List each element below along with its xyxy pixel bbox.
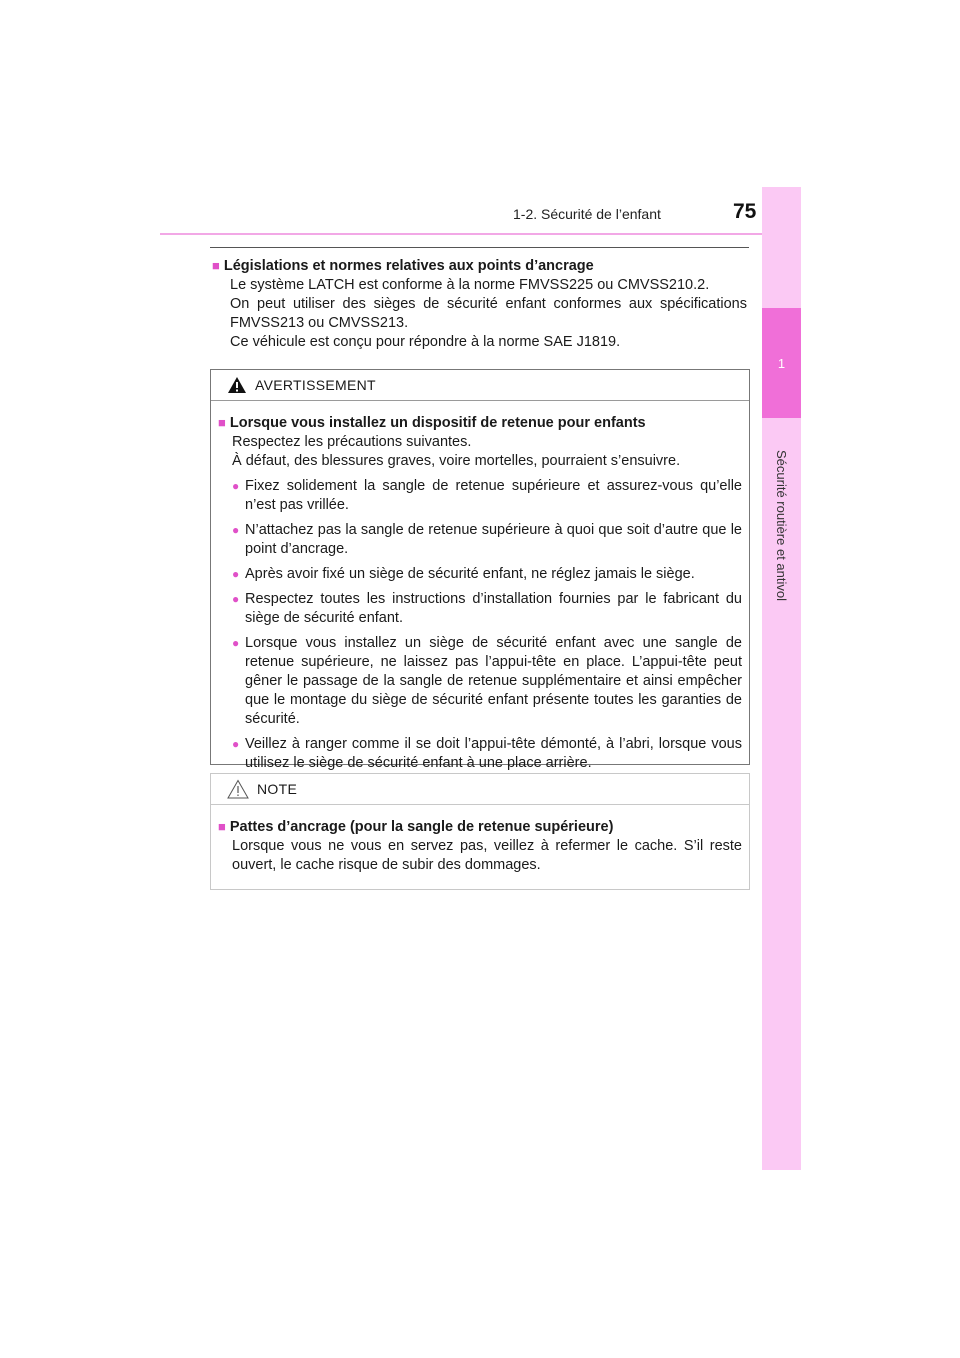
note-title-text: Pattes d’ancrage (pour la sangle de retenue supérieure) <box>229 819 614 835</box>
warning-bullet <box>218 565 742 584</box>
note-box <box>210 773 750 890</box>
page-number: 75 <box>733 200 757 223</box>
warning-header <box>211 370 749 401</box>
warning-bullet <box>218 634 742 729</box>
warning-bullet <box>218 521 742 559</box>
caution-triangle-icon <box>227 779 249 799</box>
header-rule <box>160 233 800 235</box>
warning-bullet-text: N’attachez pas la sangle de retenue supérieure à quoi que soit d’autre que le point d’ancrage. <box>245 522 742 557</box>
warning-triangle-icon <box>227 376 247 394</box>
note-label: NOTE <box>257 781 298 797</box>
section-title-text: Législations et normes relatives aux points d’ancrage <box>223 258 594 274</box>
chapter-title-text: Sécurité routière et antivol <box>774 449 789 601</box>
warning-label: AVERTISSEMENT <box>255 377 376 393</box>
note-text: Lorsque vous ne vous en servez pas, veillez à refermer le cache. S’il reste ouvert, le cache risque de subir des dommages. <box>232 838 742 873</box>
round-bullet-icon: ● <box>232 737 240 751</box>
note-title <box>218 817 742 837</box>
anchor-standards-section <box>212 256 747 352</box>
section-line: Le système LATCH est conforme à la norme FMVSS225 ou CMVSS210.2. <box>230 277 710 293</box>
chapter-title <box>762 420 801 630</box>
warning-bullet-text: Fixez solidement la sangle de retenue supérieure et assurez-vous qu’elle n’est pas vrillée. <box>245 478 742 513</box>
section-top-rule <box>210 247 749 248</box>
warning-intro: Respectez les précautions suivantes. <box>232 434 472 450</box>
warning-box <box>210 369 750 771</box>
warning-intro: À défaut, des blessures graves, voire mortelles, pourraient s’ensuivre. <box>232 453 681 469</box>
note-body <box>211 805 749 875</box>
round-bullet-icon: ● <box>232 523 240 537</box>
round-bullet-icon: ● <box>232 636 240 650</box>
warning-bullet-text: Veillez à ranger comme il se doit l’appui-tête démonté, à l’abri, lorsque vous utilisez le siège de sécurité enfant à une place arrière. <box>245 736 742 771</box>
header-section-title: 1-2. Sécurité de l’enfant <box>513 206 661 222</box>
section-line: Ce véhicule est conçu pour répondre à la norme SAE J1819. <box>230 334 621 350</box>
warning-bullet-text: Respectez toutes les instructions d’installation fournies par le fabricant du siège de sécurité enfant. <box>245 591 742 626</box>
square-bullet-icon: ■ <box>218 415 226 430</box>
round-bullet-icon: ● <box>232 592 240 606</box>
warning-bullet <box>218 477 742 515</box>
note-header <box>211 774 749 805</box>
section-title <box>212 256 747 276</box>
warning-title-text: Lorsque vous installez un dispositif de retenue pour enfants <box>229 415 646 431</box>
warning-title <box>218 413 742 433</box>
warning-bullet <box>218 735 742 773</box>
round-bullet-icon: ● <box>232 479 240 493</box>
round-bullet-icon: ● <box>232 567 240 581</box>
warning-bullet-text: Lorsque vous installez un siège de sécurité enfant avec une sangle de retenue supérieure, ne laissez pas l’appui-tête en place. L’appui-tête peut gêner le passage de la sangle de retenue supplémentaire et ainsi empêcher que le montage du siège de sécurité enfant présente toutes les garanties de sécurité. <box>245 635 742 727</box>
warning-bullet <box>218 590 742 628</box>
warning-bullet-text: Après avoir fixé un siège de sécurité enfant, ne réglez jamais le siège. <box>245 566 695 582</box>
section-line: On peut utiliser des sièges de sécurité enfant conformes aux spécifications FMVSS213 ou CMVSS213. <box>230 296 747 331</box>
warning-body <box>211 401 749 773</box>
square-bullet-icon: ■ <box>218 819 226 834</box>
square-bullet-icon: ■ <box>212 258 220 273</box>
chapter-number: 1 <box>762 308 801 418</box>
